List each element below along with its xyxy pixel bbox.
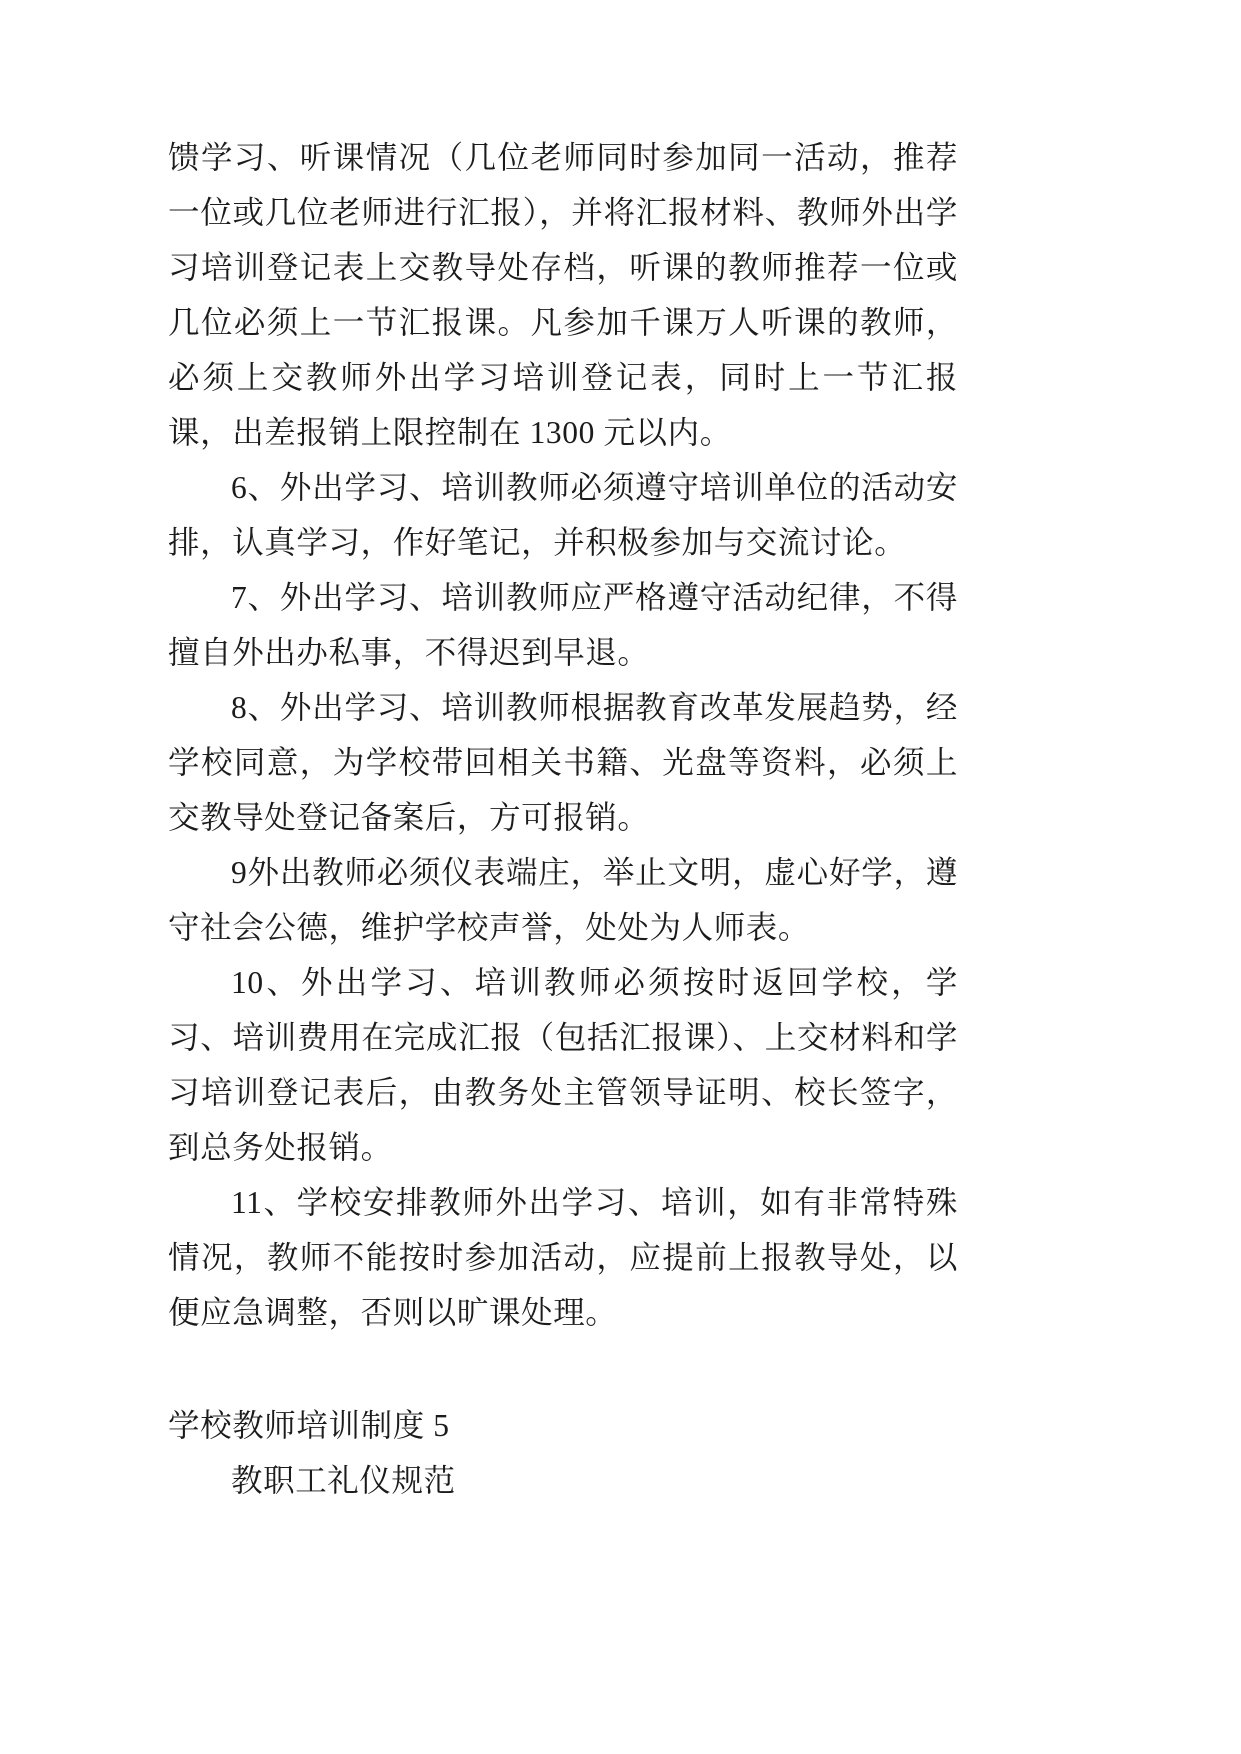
- paragraph-item-9: 9外出教师必须仪表端庄，举止文明，虚心好学，遵守社会公德，维护学校声誉，处处为人师表。: [168, 855, 958, 945]
- section-heading: 学校教师培训制度 5: [168, 1408, 450, 1443]
- paragraph-item-10: 10、外出学习、培训教师必须按时返回学校，学习、培训费用在完成汇报（包括汇报课）、上交材料和学习培训登记表后，由教务处主管领导证明、校长签字，到总务处报销。: [168, 965, 958, 1165]
- paragraph-item-7: 7、外出学习、培训教师应严格遵守活动纪律，不得擅自外出办私事，不得迟到早退。: [168, 580, 958, 670]
- paragraph-item-6: 6、外出学习、培训教师必须遵守培训单位的活动安排，认真学习，作好笔记，并积极参加与交流讨论。: [168, 470, 958, 560]
- document-body: [168, 130, 958, 1508]
- section-subheading: 教职工礼仪规范: [231, 1463, 456, 1498]
- paragraph-continued: 馈学习、听课情况（几位老师同时参加同一活动，推荐一位或几位老师进行汇报），并将汇报材料、教师外出学习培训登记表上交教导处存档，听课的教师推荐一位或几位必须上一节汇报课。凡参加千课万人听课的教师，必须上交教师外出学习培训登记表，同时上一节汇报课，出差报销上限控制在 1300 元以内。: [168, 140, 958, 450]
- paragraph-item-8: 8、外出学习、培训教师根据教育改革发展趋势，经学校同意，为学校带回相关书籍、光盘等资料，必须上交教导处登记备案后，方可报销。: [168, 690, 958, 835]
- section-spacer: [168, 1340, 958, 1398]
- paragraph-item-11: 11、学校安排教师外出学习、培训，如有非常特殊情况，教师不能按时参加活动，应提前上报教导处，以便应急调整，否则以旷课处理。: [168, 1185, 958, 1330]
